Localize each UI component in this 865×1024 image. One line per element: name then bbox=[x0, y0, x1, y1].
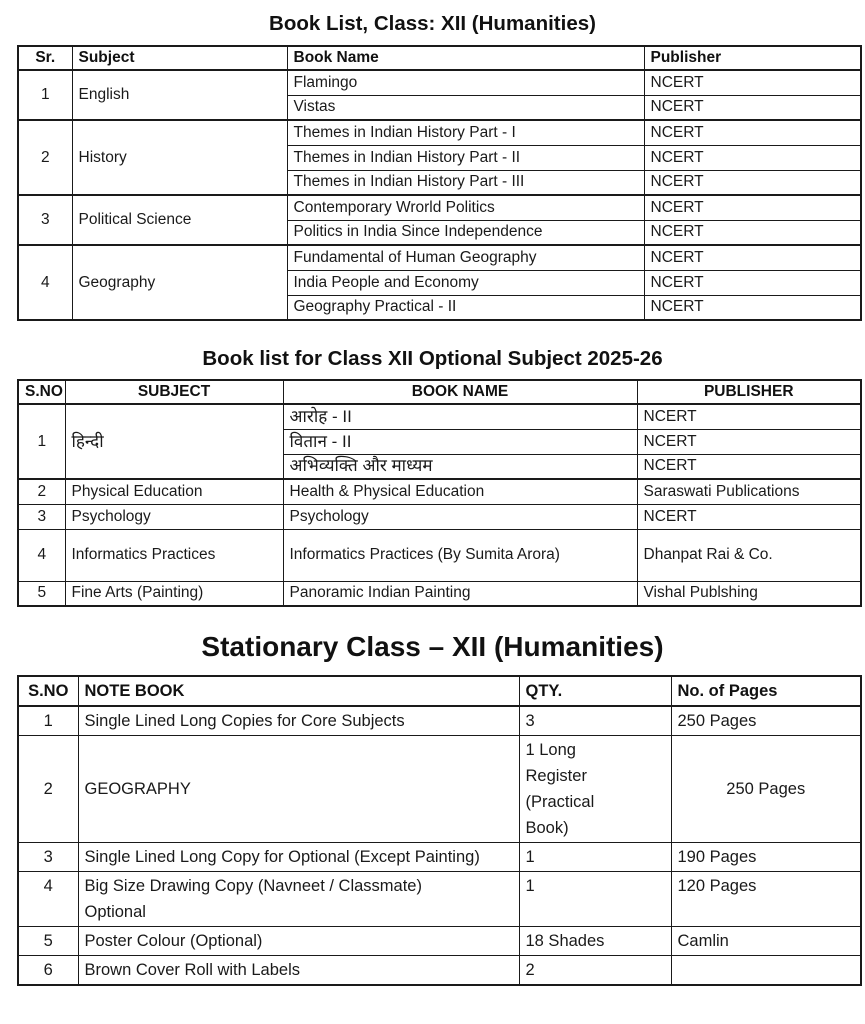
qty-text: 1 Long Register (Practical Book) bbox=[525, 741, 595, 837]
cell-publisher: NCERT bbox=[644, 270, 861, 295]
header-book-name: Book Name bbox=[287, 46, 644, 70]
header-qty: QTY. bbox=[519, 676, 671, 706]
note-book-text: Single Lined Long Copy for Optional (Except Painting) bbox=[84, 848, 480, 866]
cell-publisher: NCERT bbox=[644, 220, 861, 245]
cell-sno: 5 bbox=[18, 927, 78, 956]
cell-book-name: Flamingo bbox=[287, 70, 644, 95]
header-pages: No. of Pages bbox=[671, 676, 861, 706]
cell-book-name: Contemporary Wrorld Politics bbox=[287, 195, 644, 220]
header-subject: Subject bbox=[72, 46, 287, 70]
table-row bbox=[18, 706, 861, 736]
cell-book-name: Themes in Indian History Part - III bbox=[287, 170, 644, 195]
cell-sr: 4 bbox=[18, 245, 72, 320]
cell-sno: 5 bbox=[18, 581, 65, 606]
table-row bbox=[18, 736, 861, 843]
cell-note-book: Single Lined Long Copies for Core Subjects bbox=[78, 706, 519, 736]
cell-book-name: आरोह - II bbox=[283, 404, 637, 429]
cell-note-book: GEOGRAPHY bbox=[78, 736, 519, 843]
cell-publisher: NCERT bbox=[644, 145, 861, 170]
table-row bbox=[18, 479, 861, 504]
book-list-title: Book List, Class: XII (Humanities) bbox=[269, 12, 596, 35]
cell-publisher: NCERT bbox=[637, 429, 861, 454]
cell-subject: History bbox=[72, 120, 287, 195]
cell-sr: 1 bbox=[18, 70, 72, 120]
cell-book-name: Informatics Practices (By Sumita Arora) bbox=[283, 529, 637, 581]
cell-book-name: वितान - II bbox=[283, 429, 637, 454]
cell-pages: 190 Pages bbox=[671, 843, 861, 872]
cell-subject: Informatics Practices bbox=[65, 529, 283, 581]
cell-sno: 4 bbox=[18, 529, 65, 581]
cell-sno: 1 bbox=[18, 706, 78, 736]
header-sno: S.NO bbox=[18, 380, 65, 404]
table-row bbox=[18, 581, 861, 606]
cell-sno: 3 bbox=[18, 504, 65, 529]
cell-qty: 2 bbox=[519, 956, 671, 986]
cell-sno: 1 bbox=[18, 404, 65, 479]
cell-book-name: India People and Economy bbox=[287, 270, 644, 295]
cell-subject: Fine Arts (Painting) bbox=[65, 581, 283, 606]
cell-subject: हिन्दी bbox=[65, 404, 283, 479]
cell-subject: Political Science bbox=[72, 195, 287, 245]
table-row bbox=[18, 404, 861, 429]
cell-pages: 250 Pages bbox=[671, 706, 861, 736]
cell-note-book: Poster Colour (Optional) bbox=[78, 927, 519, 956]
table-row bbox=[18, 195, 861, 220]
cell-note-book bbox=[78, 872, 519, 927]
cell-publisher: NCERT bbox=[637, 404, 861, 429]
header-book-name: BOOK NAME bbox=[283, 380, 637, 404]
cell-sno: 4 bbox=[18, 872, 78, 927]
cell-sno: 6 bbox=[18, 956, 78, 986]
cell-subject: Physical Education bbox=[65, 479, 283, 504]
cell-qty: 18 Shades bbox=[519, 927, 671, 956]
header-note-book: NOTE BOOK bbox=[78, 676, 519, 706]
cell-book-name: Health & Physical Education bbox=[283, 479, 637, 504]
cell-subject: Psychology bbox=[65, 504, 283, 529]
header-sr: Sr. bbox=[18, 46, 72, 70]
cell-sr: 2 bbox=[18, 120, 72, 195]
cell-book-name: Fundamental of Human Geography bbox=[287, 245, 644, 270]
cell-book-name: Themes in Indian History Part - I bbox=[287, 120, 644, 145]
table-row bbox=[18, 245, 861, 270]
optional-subject-table bbox=[17, 379, 862, 607]
cell-publisher: Dhanpat Rai & Co. bbox=[637, 529, 861, 581]
table-row bbox=[18, 504, 861, 529]
cell-book-name: अभिव्यक्ति और माध्यम bbox=[283, 454, 637, 479]
cell-pages: Camlin bbox=[671, 927, 861, 956]
cell-note-book bbox=[78, 843, 519, 872]
cell-book-name: Psychology bbox=[283, 504, 637, 529]
table-row bbox=[18, 872, 861, 927]
table-row bbox=[18, 70, 861, 95]
cell-qty: 1 bbox=[519, 872, 671, 927]
cell-subject: English bbox=[72, 70, 287, 120]
table-row bbox=[18, 529, 861, 581]
cell-sno: 2 bbox=[18, 479, 65, 504]
optional-subject-title: Book list for Class XII Optional Subject 2025-26 bbox=[202, 347, 663, 370]
table-header-row bbox=[18, 46, 861, 70]
table-row bbox=[18, 956, 861, 986]
cell-publisher: NCERT bbox=[644, 295, 861, 320]
cell-book-name: Vistas bbox=[287, 95, 644, 120]
cell-book-name: Themes in Indian History Part - II bbox=[287, 145, 644, 170]
cell-subject: Geography bbox=[72, 245, 287, 320]
cell-publisher: NCERT bbox=[637, 454, 861, 479]
table-header-row bbox=[18, 676, 861, 706]
cell-publisher: NCERT bbox=[644, 245, 861, 270]
stationary-table bbox=[17, 675, 862, 986]
cell-pages: 250 Pages bbox=[671, 736, 861, 843]
header-publisher: PUBLISHER bbox=[637, 380, 861, 404]
header-sno: S.NO bbox=[18, 676, 78, 706]
cell-pages bbox=[671, 956, 861, 986]
cell-note-book: Brown Cover Roll with Labels bbox=[78, 956, 519, 986]
cell-qty: 1 bbox=[519, 843, 671, 872]
header-subject: SUBJECT bbox=[65, 380, 283, 404]
cell-sno: 2 bbox=[18, 736, 78, 843]
table-row bbox=[18, 843, 861, 872]
stationary-title: Stationary Class – XII (Humanities) bbox=[201, 631, 664, 662]
table-row bbox=[18, 120, 861, 145]
header-publisher: Publisher bbox=[644, 46, 861, 70]
cell-publisher: Vishal Publshing bbox=[637, 581, 861, 606]
cell-sr: 3 bbox=[18, 195, 72, 245]
table-row bbox=[18, 927, 861, 956]
cell-book-name: Geography Practical - II bbox=[287, 295, 644, 320]
cell-book-name: Politics in India Since Independence bbox=[287, 220, 644, 245]
cell-sno: 3 bbox=[18, 843, 78, 872]
cell-publisher: NCERT bbox=[644, 70, 861, 95]
cell-publisher: Saraswati Publications bbox=[637, 479, 861, 504]
note-book-text: Big Size Drawing Copy (Navneet / Classmate) Optional bbox=[84, 877, 422, 921]
cell-book-name: Panoramic Indian Painting bbox=[283, 581, 637, 606]
cell-publisher: NCERT bbox=[637, 504, 861, 529]
book-list-table bbox=[17, 45, 862, 321]
cell-publisher: NCERT bbox=[644, 95, 861, 120]
cell-qty bbox=[519, 736, 671, 843]
cell-publisher: NCERT bbox=[644, 170, 861, 195]
cell-publisher: NCERT bbox=[644, 195, 861, 220]
cell-pages: 120 Pages bbox=[671, 872, 861, 927]
table-header-row bbox=[18, 380, 861, 404]
cell-publisher: NCERT bbox=[644, 120, 861, 145]
cell-qty: 3 bbox=[519, 706, 671, 736]
